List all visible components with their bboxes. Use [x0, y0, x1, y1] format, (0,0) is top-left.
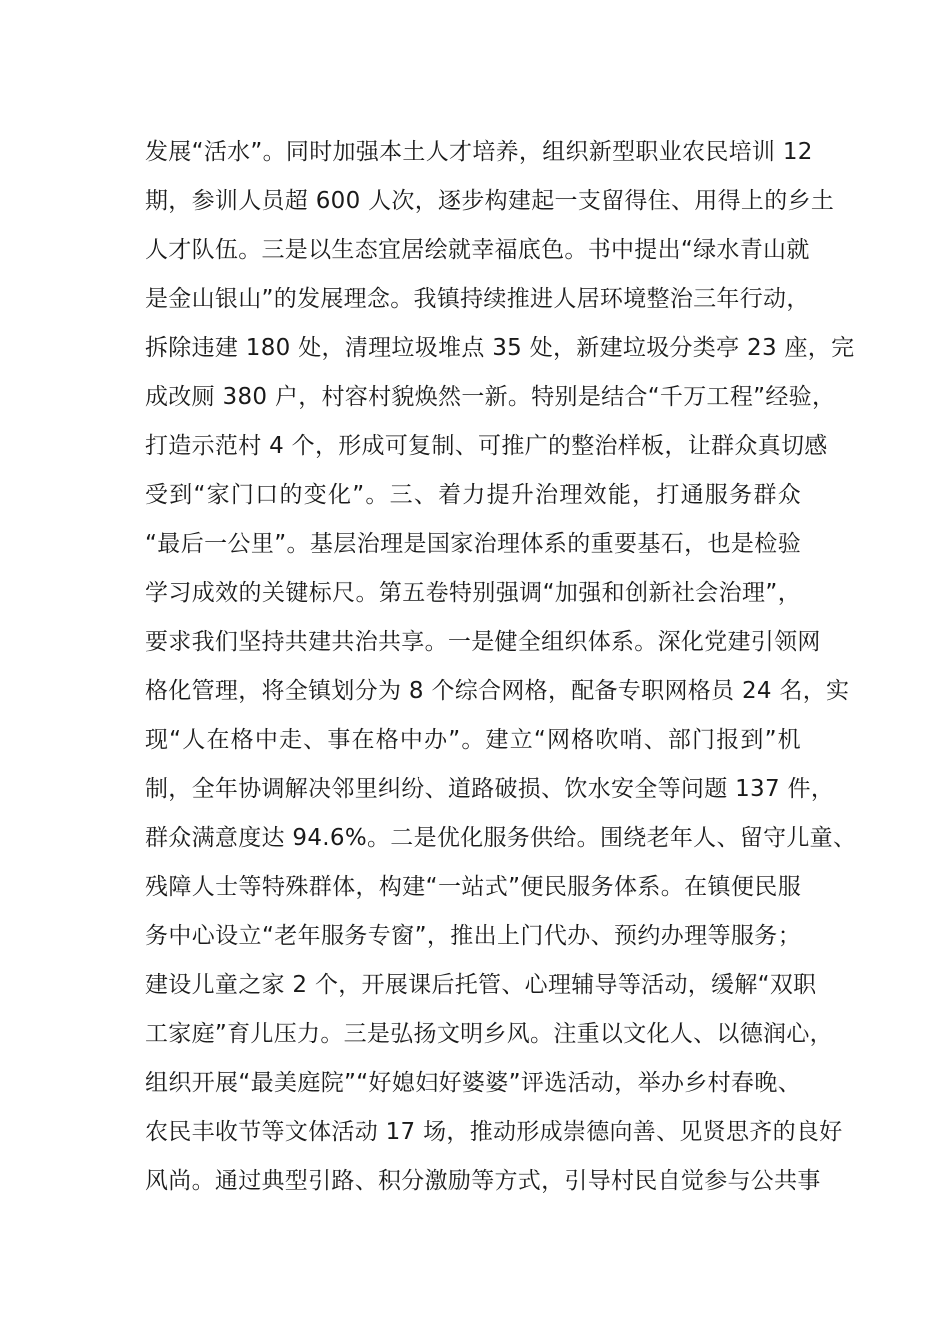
text-line: 风尚。通过典型引路、积分激励等方式，引导村民自觉参与公共事 [145, 1168, 821, 1194]
text-line: 群众满意度达 94.6%。二是优化服务供给。围绕老年人、留守儿童、 [145, 825, 857, 851]
text-line: 是金山银山”的发展理念。我镇持续推进人居环境整治三年行动， [145, 286, 810, 312]
text-line: 制，全年协调解决邻里纠纷、道路破损、饮水安全等问题 137 件， [145, 776, 835, 802]
text-line: “最后一公里”。基层治理是国家治理体系的重要基石，也是检验 [145, 531, 801, 557]
text-line: 工家庭”育儿压力。三是弘扬文明乡风。注重以文化人、以德润心， [145, 1021, 833, 1047]
text-line: 组织开展“最美庭院”“好媳妇好婆婆”评选活动，举办乡村春晚、 [145, 1070, 801, 1096]
text-line: 格化管理，将全镇划分为 8 个综合网格，配备专职网格员 24 名，实 [145, 678, 850, 704]
body-paragraph [145, 128, 857, 1206]
text-line: 学习成效的关键标尺。第五卷特别强调“加强和创新社会治理”， [145, 580, 801, 606]
text-line: 打造示范村 4 个，形成可复制、可推广的整治样板，让群众真切感 [145, 433, 828, 459]
text-line: 发展“活水”。同时加强本土人才培养，组织新型职业农民培训 12 [145, 139, 813, 165]
text-line: 农民丰收节等文体活动 17 场，推动形成崇德向善、见贤思齐的良好 [145, 1119, 843, 1145]
text-line: 期，参训人员超 600 人次，逐步构建起一支留得住、用得上的乡土 [145, 188, 835, 214]
text-line: 要求我们坚持共建共治共享。一是健全组织体系。深化党建引领网 [145, 629, 821, 655]
text-line: 建设儿童之家 2 个，开展课后托管、心理辅导等活动，缓解“双职 [145, 972, 817, 998]
text-line: 现“人在格中走、事在格中办”。建立“网格吹哨、部门报到”机 [145, 727, 801, 753]
text-line: 人才队伍。三是以生态宜居绘就幸福底色。书中提出“绿水青山就 [145, 237, 810, 263]
text-line: 务中心设立“老年服务专窗”，推出上门代办、预约办理等服务； [145, 923, 801, 949]
text-line: 拆除违建 180 处，清理垃圾堆点 35 处，新建垃圾分类亭 23 座，完 [145, 335, 855, 361]
text-line: 受到“家门口的变化”。三、着力提升治理效能，打通服务群众 [145, 482, 801, 508]
text-line: 残障人士等特殊群体，构建“一站式”便民服务体系。在镇便民服 [145, 874, 801, 900]
text-line: 成改厕 380 户，村容村貌焕然一新。特别是结合“千万工程”经验， [145, 384, 836, 410]
